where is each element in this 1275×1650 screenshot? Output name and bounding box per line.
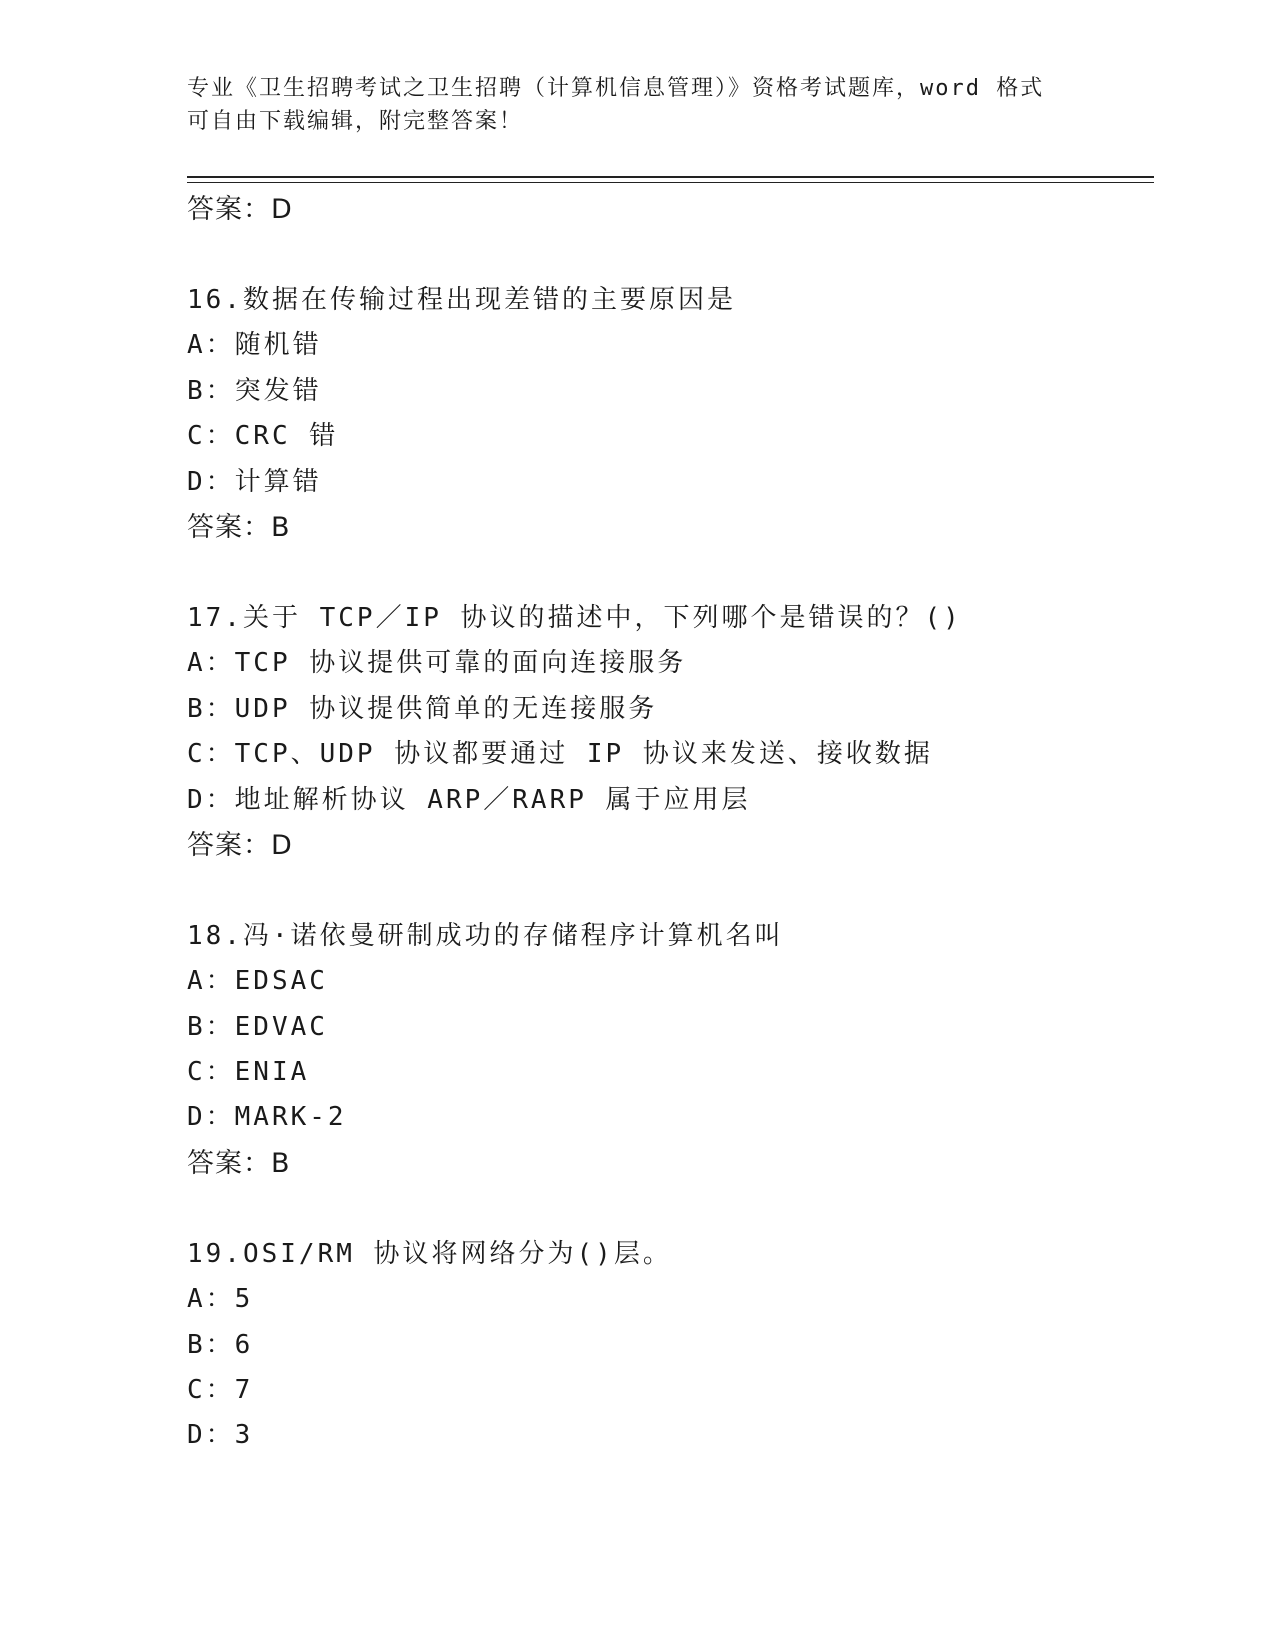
option-a: A：5 [187, 1284, 254, 1315]
option-c: C：7 [187, 1375, 254, 1406]
question-block-19 [187, 1232, 1154, 1459]
question-text: 19.OSI/RM 协议将网络分为()层。 [187, 1238, 672, 1269]
option-a: A：随机错 [187, 330, 322, 361]
option-c: C：CRC 错 [187, 421, 339, 452]
header-divider-thin [187, 182, 1154, 183]
option-a: A：TCP 协议提供可靠的面向连接服务 [187, 648, 687, 679]
header-title-line-1: 专业《卫生招聘考试之卫生招聘（计算机信息管理）》资格考试题库，word 格式 [187, 76, 1045, 101]
question-list [187, 187, 1154, 1459]
option-b: B：6 [187, 1329, 254, 1360]
question-block-17 [187, 596, 1154, 868]
question-text: 18.冯·诺依曼研制成功的存储程序计算机名叫 [187, 920, 784, 951]
option-d: D：计算错 [187, 466, 322, 497]
question-block-18 [187, 914, 1154, 1186]
question-text: 17.关于 TCP／IP 协议的描述中，下列哪个是错误的？() [187, 602, 962, 633]
option-d: D：3 [187, 1420, 254, 1451]
option-d: D：MARK-2 [187, 1102, 347, 1133]
answer-line: 答案：B [187, 511, 291, 543]
header-title-line-2: 可自由下载编辑，附完整答案！ [187, 109, 524, 134]
previous-answer: 答案：D [187, 194, 293, 225]
question-block-16 [187, 278, 1154, 550]
header-divider-thick [187, 176, 1154, 178]
option-b: B：EDVAC [187, 1011, 328, 1042]
question-text: 16.数据在传输过程出现差错的主要原因是 [187, 285, 736, 315]
answer-line: 答案：B [187, 1147, 291, 1179]
option-b: B：突发错 [187, 375, 322, 406]
option-c: C：TCP、UDP 协议都要通过 IP 协议来发送、接收数据 [187, 739, 933, 770]
document-header [187, 72, 1087, 138]
option-c: C：ENIA [187, 1057, 310, 1088]
answer-line: 答案：D [187, 829, 293, 861]
option-a: A：EDSAC [187, 966, 328, 997]
option-b: B：UDP 协议提供简单的无连接服务 [187, 693, 658, 724]
option-d: D：地址解析协议 ARP／RARP 属于应用层 [187, 784, 751, 815]
